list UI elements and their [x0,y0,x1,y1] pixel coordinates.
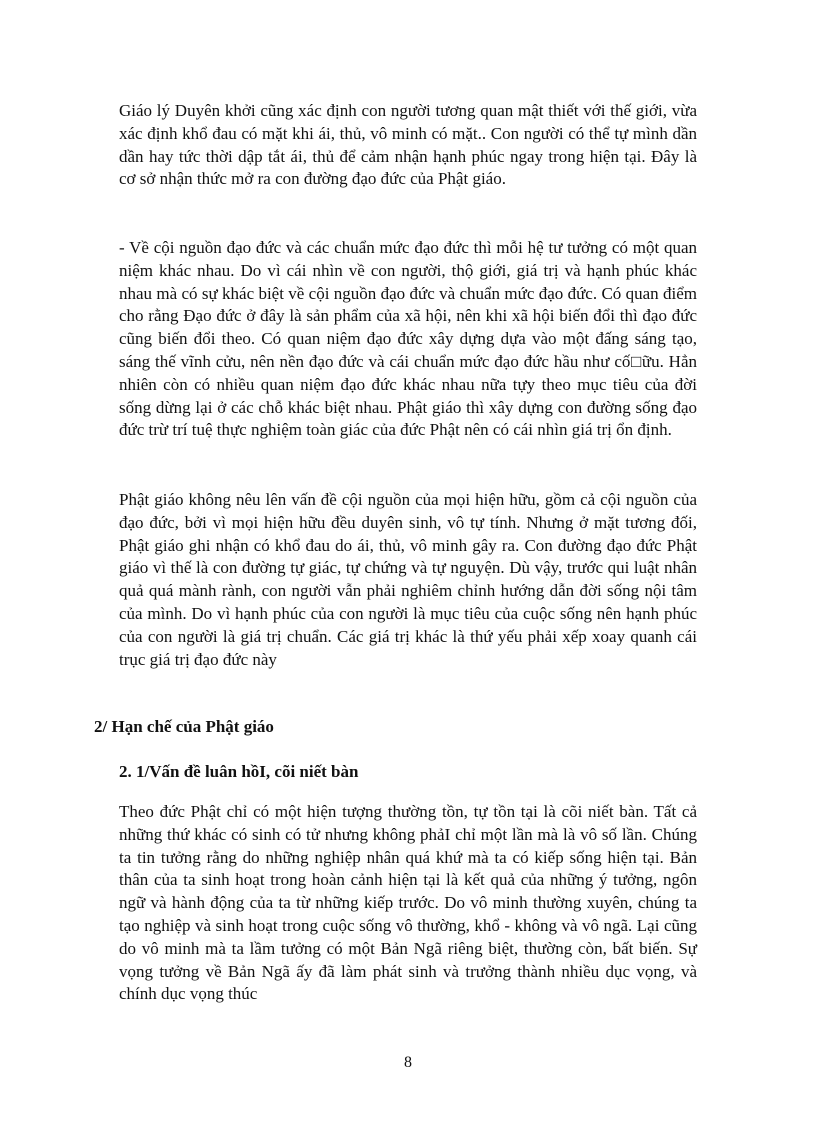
paragraph-4: Theo đức Phật chỉ có một hiện tượng thường tồn, tự tồn tại là cõi niết bàn. Tất cả những thứ khác có sinh có tử nhưng không phảI chỉ một lần mà là vô số lần. Chúng ta tin tưởng rằng do những nghiệp nhân quá khứ mà ta có kiếp sống hiện tại. Bản thân của ta sinh hoạt trong hoàn cảnh hiện tại là kết quả của những ý tưởng, ngôn ngữ và hành động của ta từ những kiếp trước. Do vô minh thường xuyên, chúng ta tạo nghiệp và sinh hoạt trong cuộc sống vô thường, khổ - không và vô ngã. Lại cũng do vô minh mà ta lầm tưởng có một Bản Ngã riêng biệt, thường còn, bất biến. Sự vọng tưởng về Bản Ngã ấy đã làm phát sinh và trưởng thành nhiều dục vọng, và chính dục vọng thúc [119,802,697,1004]
paragraph-2: - Về cội nguồn đạo đức và các chuẩn mức đạo đức thì mỗi hệ tư tưởng có một quan niệm khác nhau. Do vì cái nhìn về con người, thộ giới, giá trị và hạnh phúc khác nhau mà có sự khác biệt về cội nguồn đạo đức và chuẩn mức đạo đức. Có quan điểm cho rằng Đạo đức ở đây là sản phẩm của xã hội, nên khi xã hội biến đổi thì đạo đức cũng biến đổi theo. Có quan niệm đạo đức xây dựng dựa vào một đấng sáng tạo, sáng thế vĩnh cửu, nên nền đạo đức và cái chuẩn mức đạo đức hầu như cố□ữu. Hẳn nhiên còn có nhiều quan niệm đạo đức khác nhau nữa tựy theo mục tiêu của đời sống dừng lại ở các chỗ khác biệt nhau. Phật giáo thì xây dựng con đường sống đạo đức trừ trí tuệ thực nghiệm toàn giác của đức Phật nên có cái nhìn giá trị ổn định. [119,238,697,440]
paragraph-1: Giáo lý Duyên khởi cũng xác định con người tương quan mật thiết với thế giới, vừa xác định khổ đau có mặt khi ái, thủ, vô minh có mặt.. Con người có thể tự mình dần dần hay tức thời dập tắt ái, thủ để cảm nhận hạnh phúc ngay trong hiện tại. Đây là cơ sở nhận thức mở ra con đường đạo đức của Phật giáo. [119,101,697,189]
subsection-heading: 2. 1/Vấn đề luân hồI, cõi niết bàn [119,762,359,781]
page-number: 8 [404,1054,412,1071]
paragraph-3: Phật giáo không nêu lên vấn đề cội nguồn của mọi hiện hữu, gồm cả cội nguồn của đạo đức, bởi vì mọi hiện hữu đều duyên sinh, vô tự tính. Nhưng ở mặt tương đối, Phật giáo ghi nhận có khổ đau do ái, thủ, vô minh gây ra. Con đường đạo đức Phật giáo vì thế là con đường tự giác, tự chứng và tự nguyện. Dù vậy, trước qui luật nhân quả quá mành rành, con người vẫn phải nghiêm chỉnh hướng dẫn đời sống nội tâm của mình. Do vì hạnh phúc của con người là mục tiêu của cuộc sống nên hạnh phúc của con người là giá trị chuẩn. Các giá trị khác là thứ yếu phải xếp xoay quanh cái trục giá trị đạo đức này [119,490,697,669]
section-heading: 2/ Hạn chế của Phật giáo [94,717,274,736]
